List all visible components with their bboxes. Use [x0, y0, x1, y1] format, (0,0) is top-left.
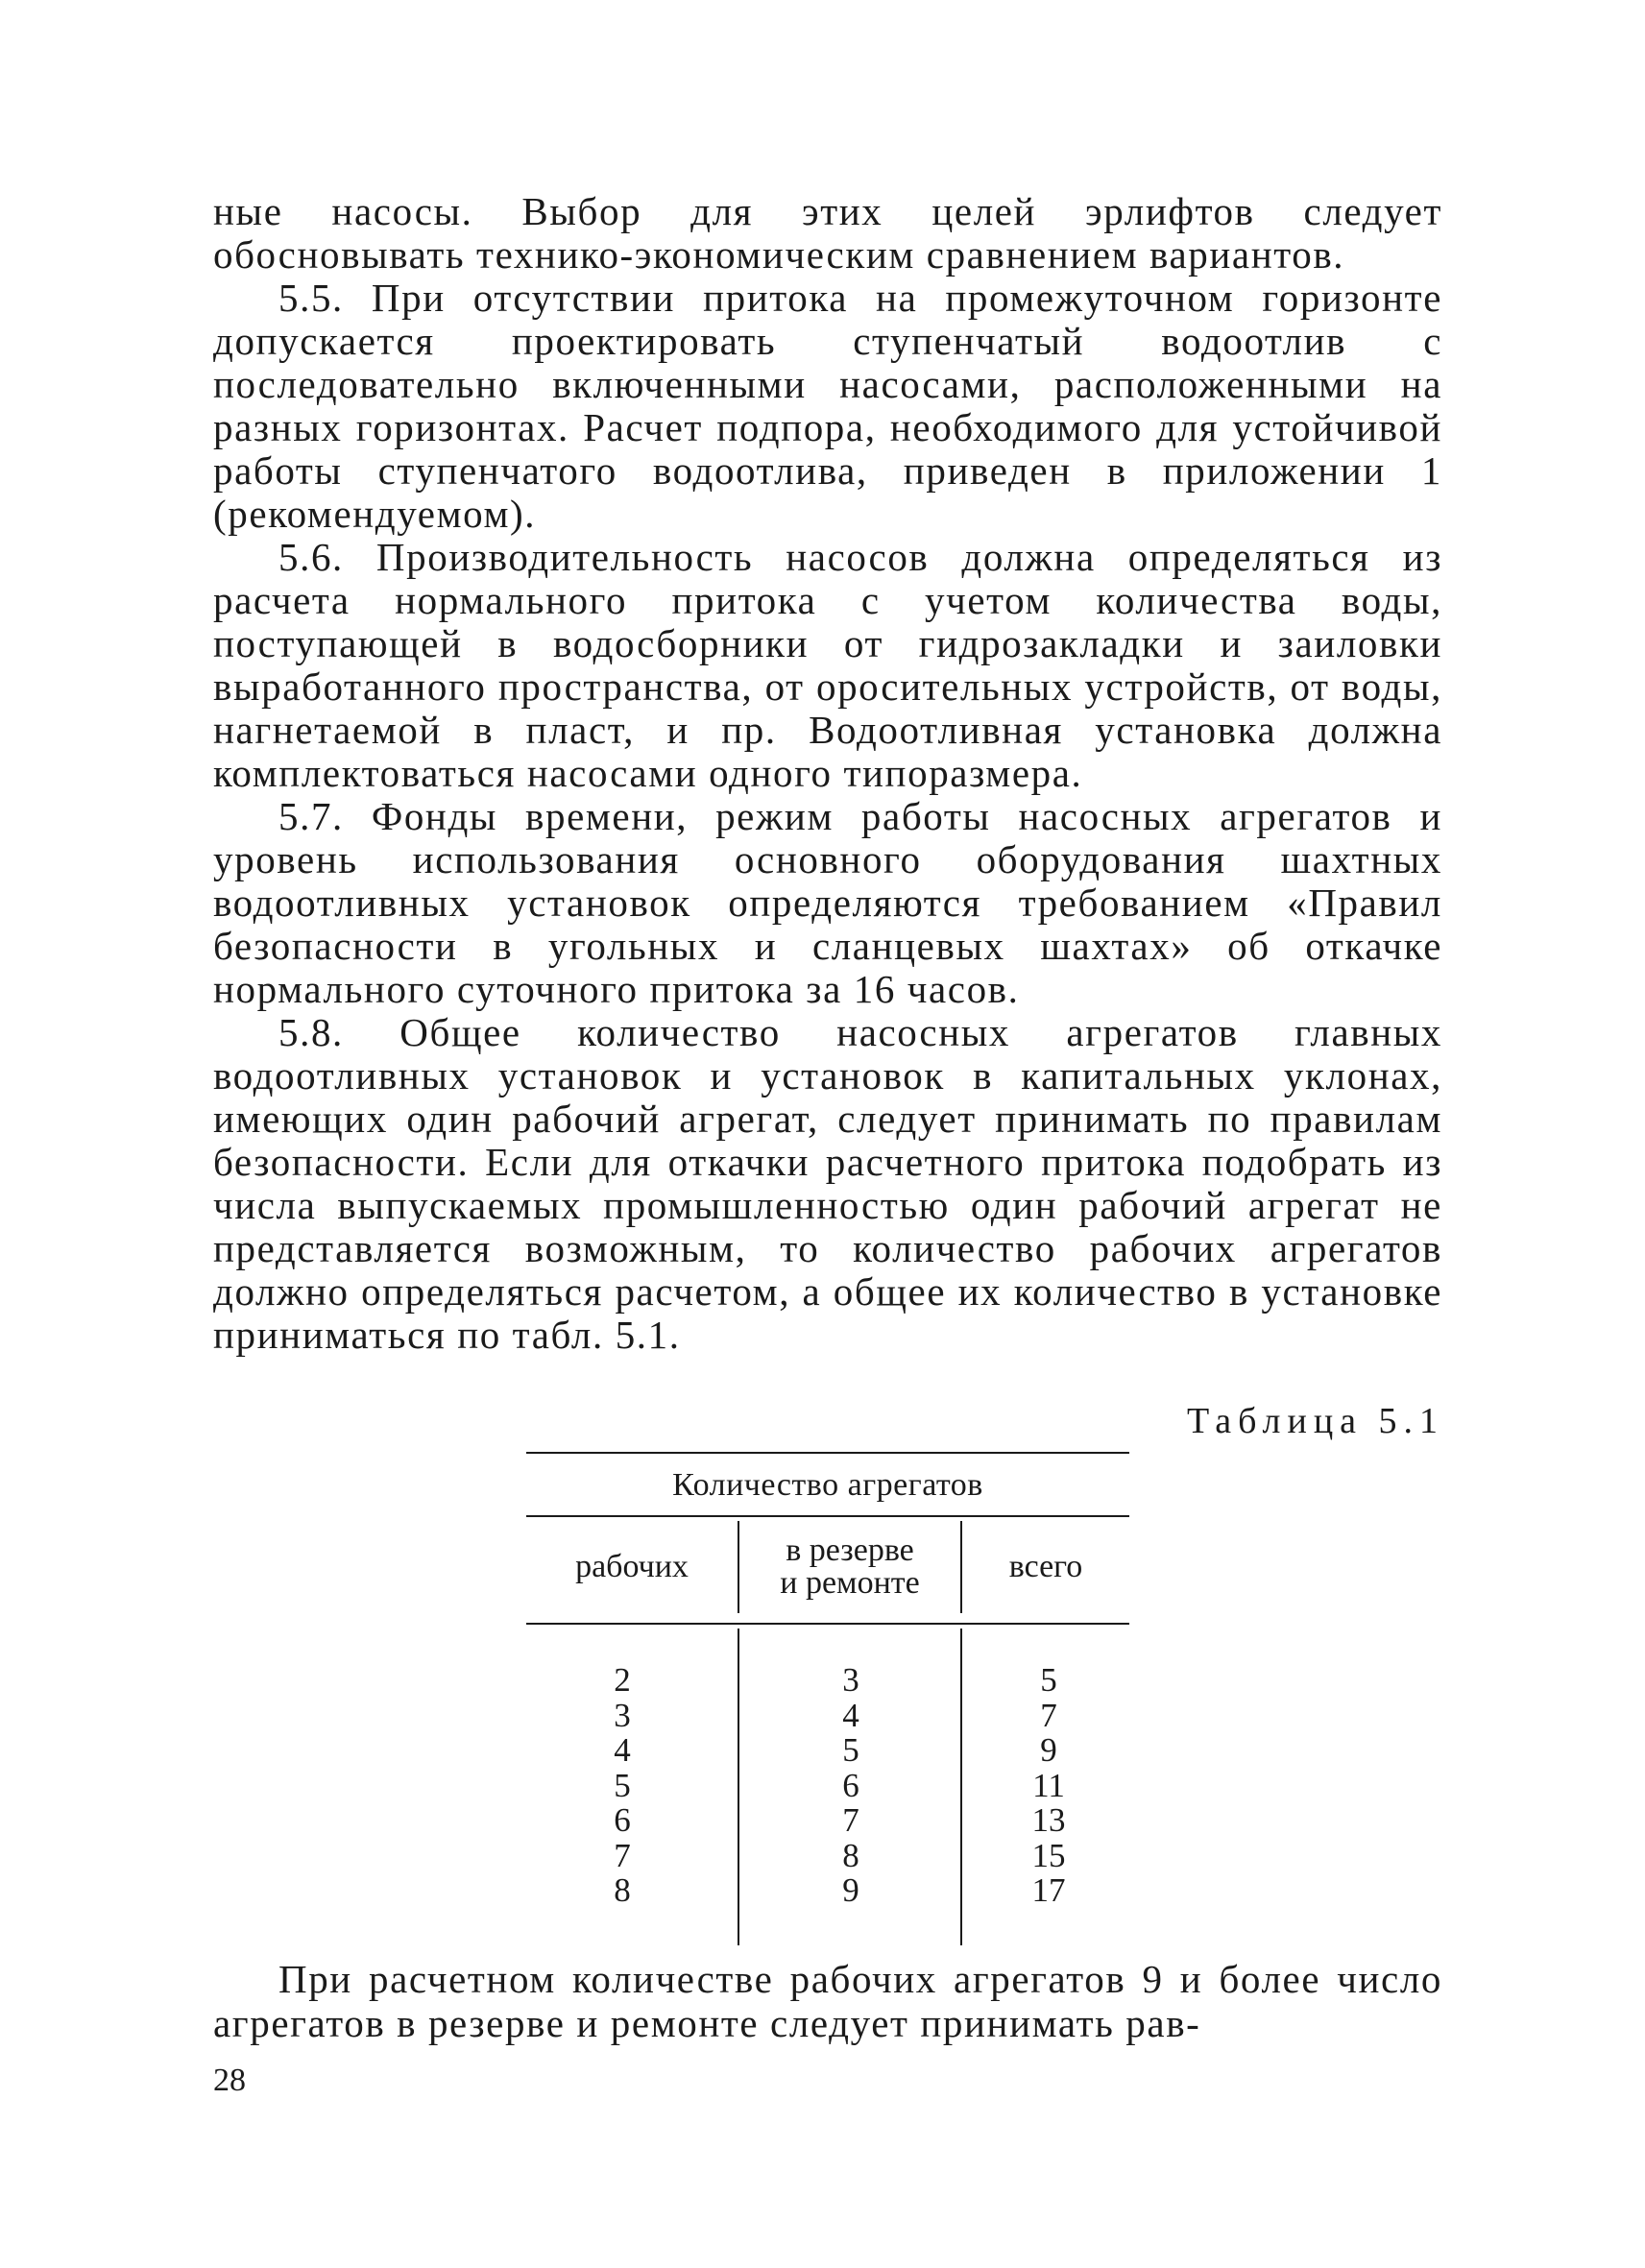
table-cell: 5	[842, 1731, 859, 1769]
table-cell: 13	[1031, 1801, 1066, 1839]
column-header-reserve-line1: в резерве	[786, 1532, 914, 1568]
table-cell: 3	[842, 1661, 859, 1699]
table-cell: 17	[1031, 1871, 1066, 1909]
table-cell: 15	[1031, 1836, 1066, 1874]
table-body-divider-1	[738, 1629, 739, 1945]
table-5-1	[526, 1452, 1129, 1951]
body-text	[213, 190, 1442, 1357]
table-cell: 5	[614, 1766, 631, 1804]
table-top-rule	[526, 1452, 1129, 1454]
table-header-rule	[526, 1515, 1129, 1517]
table-body-divider-2	[960, 1629, 962, 1945]
table-cell: 4	[842, 1696, 859, 1734]
paragraph-continuation: ные насосы. Выбор для этих целей эрлифтов следует обосновывать технико-экономическим сравнением вариантов.	[213, 189, 1442, 277]
paragraph-5-5: 5.5. При отсутствии притока на промежуточном горизонте допускается проектировать ступенчатый водоотлив с последовательно включенными насосами, расположенными на разных горизонтах. Расчет подпора, необходимого для устойчивой работы ступенчатого водоотлива, приведен в приложении 1 (рекомендуемом).	[213, 276, 1442, 536]
column-header-reserve-line2: и ремонте	[780, 1565, 920, 1601]
column-reserve-values	[793, 1663, 908, 1909]
table-group-header: Количество агрегатов	[672, 1467, 983, 1503]
table-cell: 8	[842, 1836, 859, 1874]
column-header-total: всего	[1008, 1549, 1083, 1584]
table-cell: 6	[614, 1801, 631, 1839]
table-cell: 2	[614, 1661, 631, 1699]
column-header-working: рабочих	[575, 1549, 689, 1584]
table-cell: 7	[1040, 1696, 1057, 1734]
table-cell: 7	[842, 1801, 859, 1839]
paragraph-5-7: 5.7. Фонды времени, режим работы насосных агрегатов и уровень использования основного оборудования шахтных водоотливных установок определяются требованием «Правил безопасности в угольных и сланцевых шахтах» об откачке нормального суточного притока за 16 часов.	[213, 794, 1442, 1011]
paragraph-5-8: 5.8. Общее количество насосных агрегатов главных водоотливных установок и установок в капитальных уклонах, имеющих один рабочий агрегат, следует принимать по правилам безопасности. Если для откачки расчетного притока подобрать из числа выпускаемых промышленностью один рабочий агрегат не представляется возможным, то количество рабочих агрегатов должно определяться расчетом, а общее их количество в установке приниматься по табл. 5.1.	[213, 1010, 1442, 1357]
table-cell: 11	[1032, 1766, 1065, 1804]
paragraph-5-6: 5.6. Производительность насосов должна определяться из расчета нормального притока с учетом количества воды, поступающей в водосборники от гидрозакладки и заиловки выработанного пространства, от оросительных устройств, от воды, нагнетаемой в пласт, и пр. Водоотливная установка должна комплектоваться насосами одного типоразмера.	[213, 535, 1442, 795]
table-cell: 8	[614, 1871, 631, 1909]
bottom-paragraph	[213, 1957, 1442, 2045]
table-cell: 5	[1040, 1661, 1057, 1699]
column-total-values	[991, 1663, 1106, 1909]
table-caption: Таблица 5.1	[1187, 1401, 1445, 1441]
page-number: 28	[213, 2063, 246, 2098]
table-cell: 6	[842, 1766, 859, 1804]
table-cell: 4	[614, 1731, 631, 1769]
table-cell: 3	[614, 1696, 631, 1734]
table-cell: 9	[1040, 1731, 1057, 1769]
table-cell: 9	[842, 1871, 859, 1909]
table-body-rule	[526, 1623, 1129, 1625]
column-working-values	[565, 1663, 680, 1909]
paragraph-after-table: При расчетном количестве рабочих агрегатов 9 и более число агрегатов в резерве и ремонте следует принимать рав-	[213, 1957, 1442, 2045]
table-cell: 7	[614, 1836, 631, 1874]
